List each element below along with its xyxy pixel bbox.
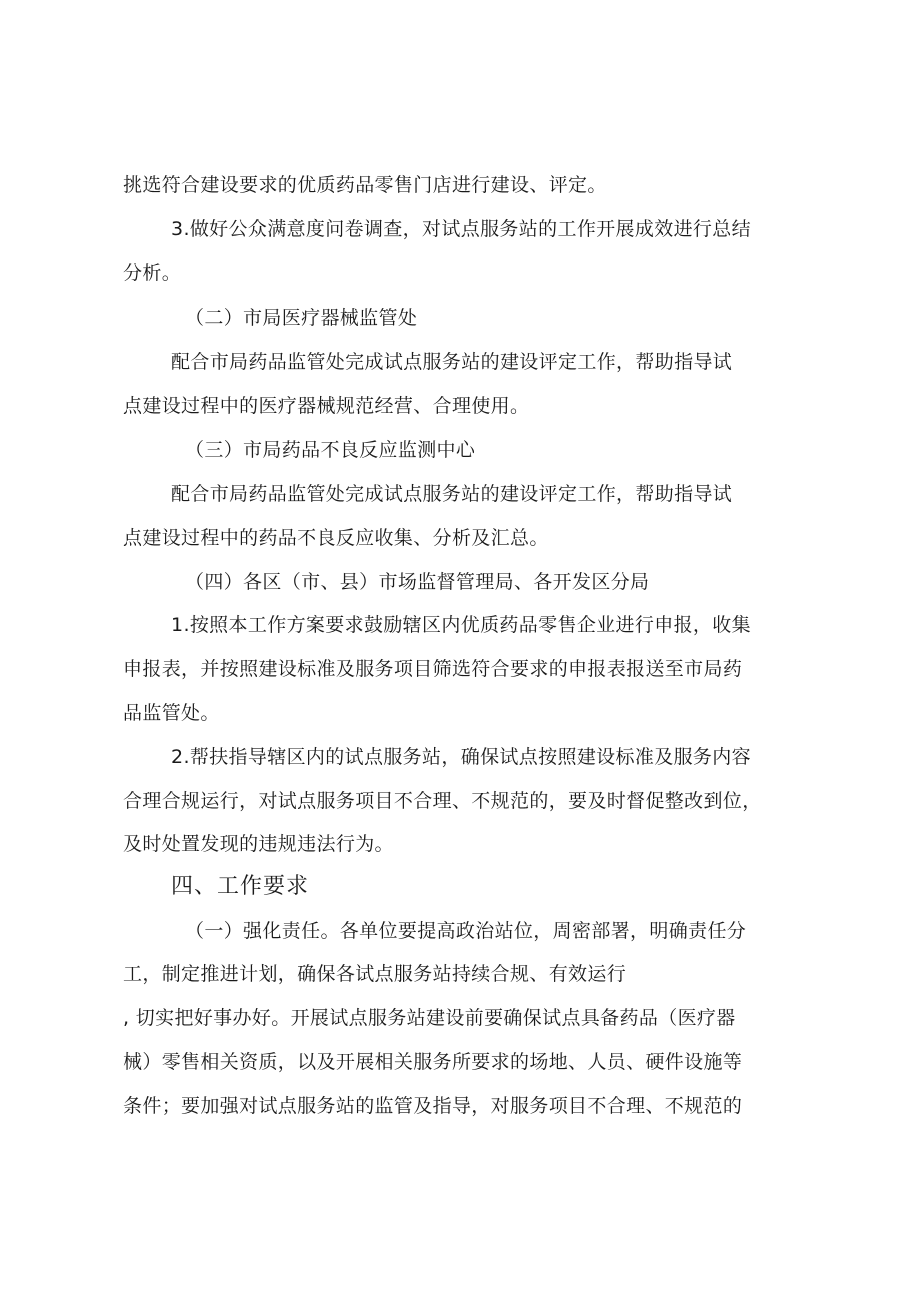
body-text-line: 配合市局药品监管处完成试点服务站的建设评定工作，帮助指导试 xyxy=(171,351,733,373)
numbered-item-1: 1.按照本工作方案要求鼓励辖区内优质药品零售企业进行申报，收集 xyxy=(171,614,751,636)
body-text-line: 申报表，并按照建设标准及服务项目筛选符合要求的申报表报送至市局药 xyxy=(123,658,743,680)
section-heading-3: （三）市局药品不良反应监测中心 xyxy=(185,439,476,461)
numbered-item-2: 2.帮扶指导辖区内的试点服务站，确保试点按照建设标准及服务内容 xyxy=(171,746,751,768)
chapter-heading: 四、工作要求 xyxy=(171,874,310,899)
body-text-line: 合理合规运行，对试点服务项目不合理、不规范的，要及时督促整改到位， xyxy=(123,790,762,812)
section-heading-4: （四）各区（市、县）市场监督管理局、各开发区分局 xyxy=(185,571,650,593)
body-text-line: 条件；要加强对试点服务站的监管及指导，对服务项目不合理、不规范的 xyxy=(123,1095,743,1117)
section-heading-2: （二）市局医疗器械监管处 xyxy=(185,307,418,329)
body-text-line: , 切实把好事办好。开展试点服务站建设前要确保试点具备药品（医疗器 xyxy=(123,1007,736,1029)
numbered-item-3: 3.做好公众满意度问卷调查，对试点服务站的工作开展成效进行总结 xyxy=(171,218,751,240)
body-text-line: 工，制定推进计划，确保各试点服务站持续合规、有效运行 xyxy=(123,963,627,985)
body-text-line: 点建设过程中的医疗器械规范经营、合理使用。 xyxy=(123,395,530,417)
body-text-line: 分析。 xyxy=(123,262,182,284)
body-text-line: 配合市局药品监管处完成试点服务站的建设评定工作，帮助指导试 xyxy=(171,483,733,505)
body-text-line: 品监管处。 xyxy=(123,702,220,724)
body-text-line: 及时处置发现的违规违法行为。 xyxy=(123,833,394,855)
body-text-line: 挑选符合建设要求的优质药品零售门店进行建设、评定。 xyxy=(123,174,607,196)
body-text-line: 点建设过程中的药品不良反应收集、分析及汇总。 xyxy=(123,527,549,549)
body-text-line: 械）零售相关资质，以及开展相关服务所要求的场地、人员、硬件设施等 xyxy=(123,1051,743,1073)
requirement-paragraph: （一）强化责任。各单位要提高政治站位，周密部署，明确责任分 xyxy=(185,920,747,942)
